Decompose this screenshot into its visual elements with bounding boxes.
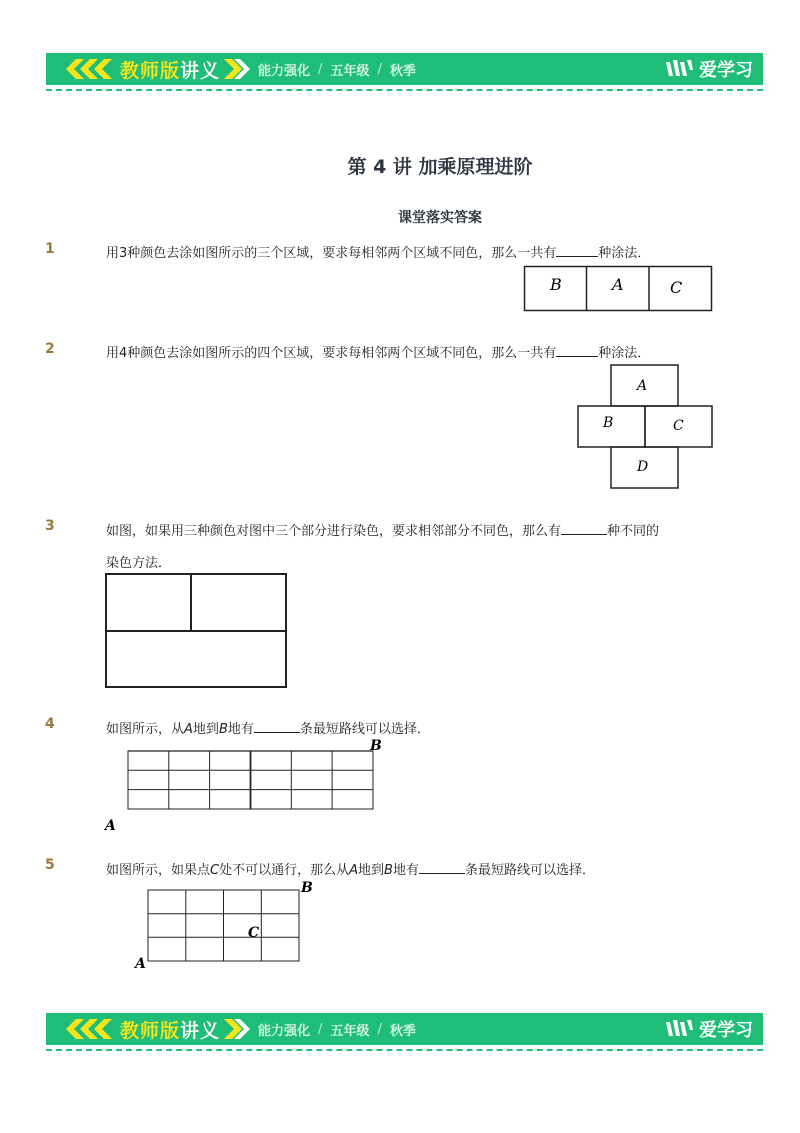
logo-text: 爱学习 xyxy=(699,1020,753,1041)
breadcrumb-item: 秋季 xyxy=(389,1023,416,1039)
region-label: C xyxy=(673,418,684,434)
brand-title: 教师版讲义 xyxy=(120,1019,221,1042)
question-number: 5 xyxy=(45,857,55,873)
question-number: 2 xyxy=(45,341,55,357)
page-subtitle: 课堂落实答案 xyxy=(398,210,482,226)
brand-title: 教师版讲义 xyxy=(120,59,221,82)
figure-three-parts xyxy=(105,573,288,689)
answer-blank[interactable] xyxy=(254,720,300,733)
breadcrumb-item: 能力强化 xyxy=(258,1023,311,1039)
breadcrumb-item: 能力强化 xyxy=(258,63,311,79)
breadcrumb-separator: / xyxy=(318,61,323,77)
answer-blank[interactable] xyxy=(419,861,465,874)
region-label: D xyxy=(637,459,649,475)
double-chevron-right-icon xyxy=(220,53,250,85)
answer-blank[interactable] xyxy=(556,244,598,257)
logo xyxy=(664,56,753,82)
breadcrumb xyxy=(258,1020,416,1039)
logo-mark-icon xyxy=(664,58,694,80)
question-text: 如图所示，如果点C处不可以通行，那么从A地到B地有 条最短路线可以选择． xyxy=(106,863,595,878)
header-divider xyxy=(46,89,763,91)
point-label: A xyxy=(135,956,146,972)
breadcrumb-separator: / xyxy=(377,61,382,77)
region-label: A xyxy=(637,378,648,394)
region-label: B xyxy=(550,275,562,294)
figure-grid-6x3 xyxy=(100,737,390,833)
figure-grid-4x3 xyxy=(132,878,322,970)
breadcrumb xyxy=(258,60,416,79)
question-text: 如图，如果用三种颜色对图中三个部分进行染色，要求相邻部分不同色，那么有 种不同的 xyxy=(106,524,660,539)
footer-banner xyxy=(46,1013,763,1045)
footer-divider xyxy=(46,1049,763,1051)
double-chevron-left-icon xyxy=(46,1013,120,1045)
double-chevron-left-icon xyxy=(46,53,120,85)
point-label: B xyxy=(301,880,313,896)
question-text: 如图所示，从A地到B地有 条最短路线可以选择． xyxy=(106,722,430,737)
figure-three-regions xyxy=(524,266,713,312)
question-text: 用4种颜色去涂如图所示的四个区域，要求每相邻两个区域不同色，那么一共有 种涂法． xyxy=(106,346,651,361)
question-text: 用3种颜色去涂如图所示的三个区域，要求每相邻两个区域不同色，那么一共有 种涂法． xyxy=(106,246,651,261)
region-label: B xyxy=(603,415,614,431)
breadcrumb-item: 秋季 xyxy=(389,63,416,79)
page-title: 第 4 讲 加乘原理进阶 xyxy=(347,156,533,178)
region-label: A xyxy=(612,275,624,294)
breadcrumb-separator: / xyxy=(377,1021,382,1037)
breadcrumb-item: 五年级 xyxy=(330,1023,370,1039)
question-text-line2: 染色方法． xyxy=(106,556,172,571)
question-number: 1 xyxy=(45,241,55,257)
region-label: C xyxy=(670,278,683,297)
double-chevron-right-icon xyxy=(220,1013,250,1045)
answer-blank[interactable] xyxy=(561,522,607,535)
logo xyxy=(664,1016,753,1042)
answer-blank[interactable] xyxy=(556,344,598,357)
point-label: A xyxy=(105,818,116,834)
header-banner xyxy=(46,53,763,85)
figure-cross-regions xyxy=(577,364,714,490)
breadcrumb-separator: / xyxy=(318,1021,323,1037)
question-number: 3 xyxy=(45,518,55,534)
logo-mark-icon xyxy=(664,1018,694,1040)
question-number: 4 xyxy=(45,716,55,732)
logo-text: 爱学习 xyxy=(699,60,753,81)
point-label: B xyxy=(370,738,382,754)
breadcrumb-item: 五年级 xyxy=(330,63,370,79)
point-label: C xyxy=(248,925,260,941)
